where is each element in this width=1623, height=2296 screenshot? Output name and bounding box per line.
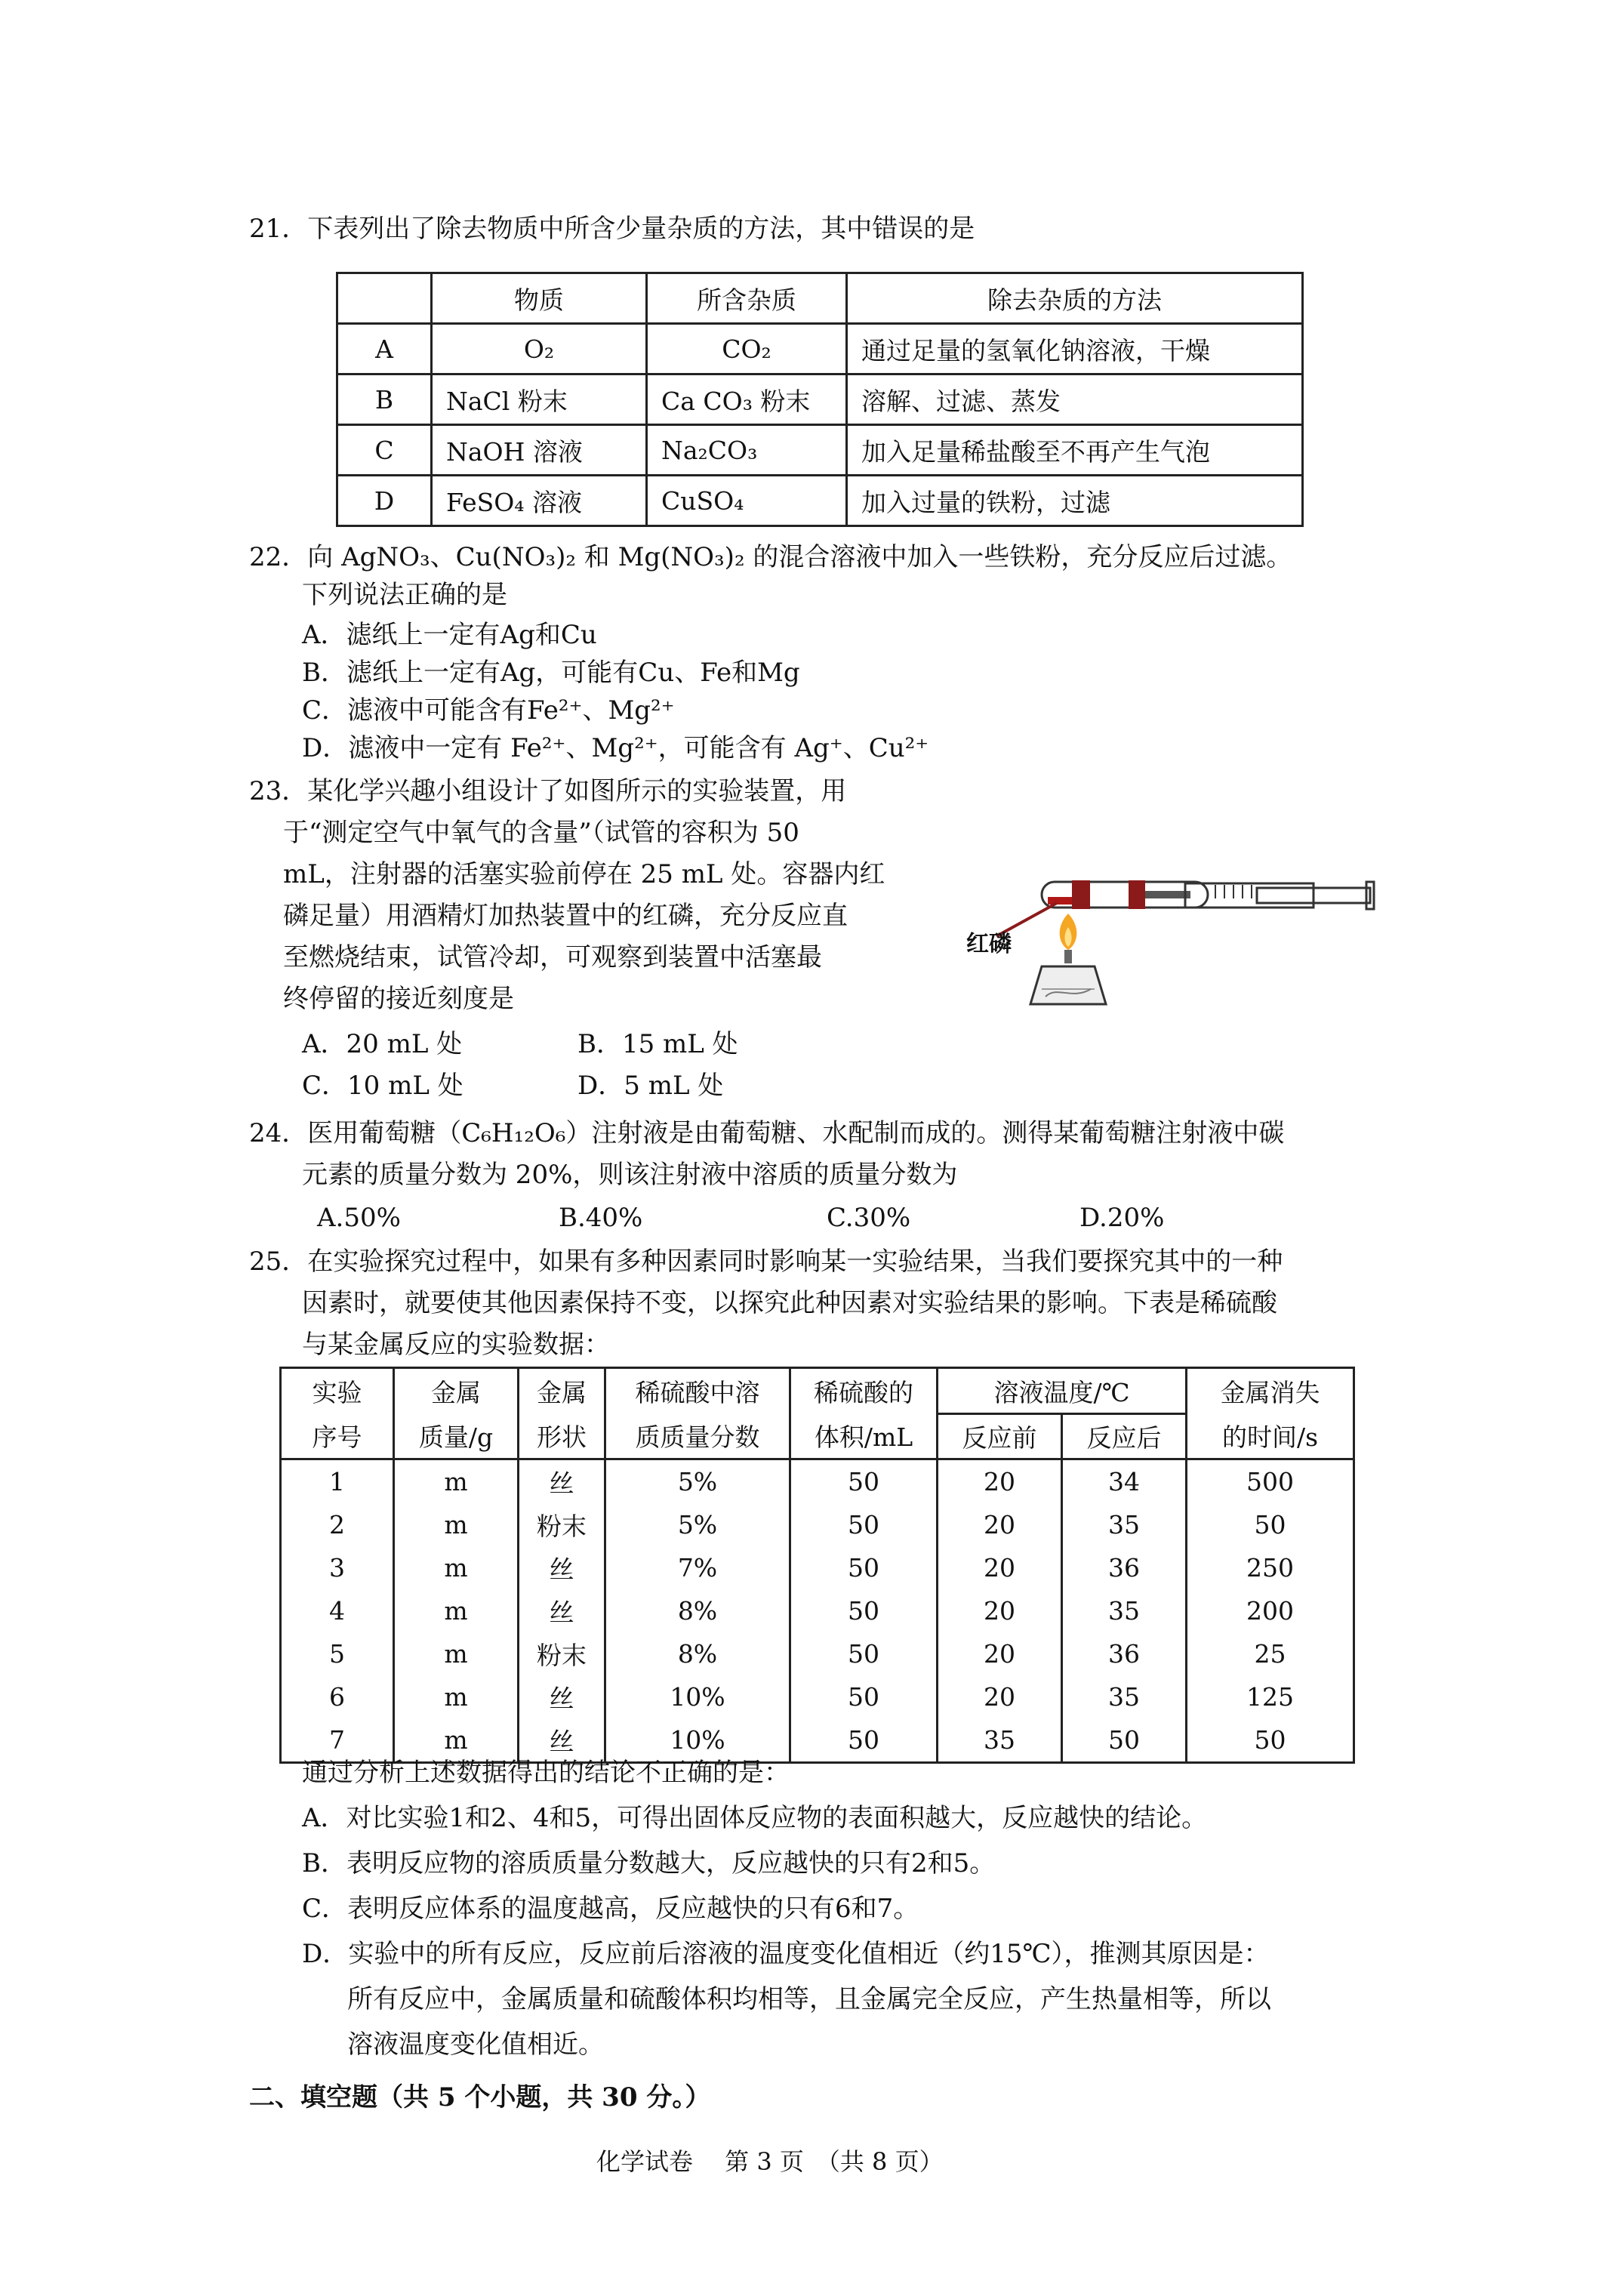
table-cell: 34 (1062, 1459, 1187, 1504)
table-cell: m (394, 1718, 519, 1763)
table-row (281, 1675, 1354, 1718)
q21-header-impurity: 所含杂质 (647, 273, 847, 324)
table-cell: 10% (605, 1718, 790, 1763)
table-cell: 50 (790, 1503, 938, 1546)
q21-substance: NaCl 粉末 (432, 374, 647, 425)
q21-impurity: CO₂ (647, 324, 847, 374)
q21-opt: C (337, 425, 432, 476)
q23-line1: 23．某化学兴趣小组设计了如图所示的实验装置，用 (249, 776, 847, 806)
table-cell: 50 (790, 1589, 938, 1632)
table-cell: 50 (790, 1632, 938, 1675)
q22-option-d: D．滤液中一定有 Fe²⁺、Mg²⁺，可能含有 Ag⁺、Cu²⁺ (302, 733, 929, 763)
table-cell: 35 (1062, 1589, 1187, 1632)
page-footer: 化学试卷 第 3 页 （共 8 页） (596, 2147, 944, 2176)
q21-header-row (337, 273, 1303, 324)
q22-stem-line1: 22．向 AgNO₃、Cu(NO₃)₂ 和 Mg(NO₃)₂ 的混合溶液中加入一些铁粉，充分反应后过滤。 (249, 542, 1292, 572)
q21-header-blank (337, 273, 432, 324)
table-row (337, 324, 1303, 374)
table-cell: 50 (790, 1546, 938, 1589)
q21-method: 通过足量的氢氧化钠溶液，干燥 (847, 324, 1303, 374)
table-cell: 1 (281, 1459, 394, 1504)
q25-option-d-cont1: 所有反应中，金属质量和硫酸体积均相等，且金属完全反应，产生热量相等，所以 (347, 1984, 1271, 2014)
table-cell: 20 (938, 1546, 1062, 1589)
q25-header: 的时间/s (1187, 1414, 1354, 1459)
table-cell: 50 (1062, 1718, 1187, 1763)
q25-line3: 与某金属反应的实验数据： (302, 1330, 610, 1360)
table-row (337, 425, 1303, 476)
q25-option-d: D．实验中的所有反应，反应前后溶液的温度变化值相近（约15℃），推测其原因是： (302, 1939, 1270, 1969)
q21-method: 加入足量稀盐酸至不再产生气泡 (847, 425, 1303, 476)
q25-header: 金属 (394, 1368, 519, 1414)
table-cell: 7 (281, 1718, 394, 1763)
table-row (281, 1589, 1354, 1632)
table-cell: 35 (1062, 1675, 1187, 1718)
q25-header: 序号 (281, 1414, 394, 1459)
q24-line1: 24．医用葡萄糖（C₆H₁₂O₆）注射液是由葡萄糖、水配制而成的。测得某葡萄糖注射液中碳 (249, 1118, 1285, 1148)
q21-method: 加入过量的铁粉，过滤 (847, 476, 1303, 526)
table-cell: 10% (605, 1675, 790, 1718)
table-cell: 8% (605, 1632, 790, 1675)
q22-option-b: B．滤纸上一定有Ag，可能有Cu、Fe和Mg (302, 658, 800, 688)
table-row (337, 476, 1303, 526)
table-cell: m (394, 1675, 519, 1718)
table-cell: 20 (938, 1459, 1062, 1504)
table-cell: 50 (790, 1675, 938, 1718)
table-cell: 35 (938, 1718, 1062, 1763)
q21-table (336, 272, 1304, 527)
q23-line4: 磷足量）用酒精灯加热装置中的红磷，充分反应直 (283, 901, 848, 931)
q25-line2: 因素时，就要使其他因素保持不变，以探究此种因素对实验结果的影响。下表是稀硫酸 (302, 1288, 1277, 1318)
table-cell: 35 (1062, 1503, 1187, 1546)
q24-option-c: C.30% (827, 1203, 911, 1233)
q21-impurity: Ca CO₃ 粉末 (647, 374, 847, 425)
q23-line6: 终停留的接近刻度是 (283, 984, 514, 1014)
section-2-heading: 二、填空题（共 5 个小题，共 30 分。） (249, 2082, 711, 2113)
q25-header: 金属 (519, 1368, 605, 1414)
q23-figure-label: 红磷 (966, 931, 1012, 957)
table-cell: 5% (605, 1503, 790, 1546)
table-cell: m (394, 1503, 519, 1546)
q25-option-b: B．表明反应物的溶质质量分数越大，反应越快的只有2和5。 (302, 1848, 996, 1878)
q24-option-a: A.50% (317, 1203, 401, 1233)
table-cell: 2 (281, 1503, 394, 1546)
table-cell: 7% (605, 1546, 790, 1589)
table-cell: 20 (938, 1589, 1062, 1632)
q25-option-a: A．对比实验1和2、4和5，可得出固体反应物的表面积越大，反应越快的结论。 (302, 1803, 1208, 1833)
q25-header: 金属消失 (1187, 1368, 1354, 1414)
q25-header: 稀硫酸中溶 (605, 1368, 790, 1414)
table-cell: 50 (1187, 1503, 1354, 1546)
table-cell: 丝 (519, 1589, 605, 1632)
q25-header: 稀硫酸的 (790, 1368, 938, 1414)
q25-header-row-bottom (281, 1414, 1354, 1459)
q23-line5: 至燃烧结束，试管冷却，可观察到装置中活塞最 (283, 942, 822, 972)
q23-option-a: A．20 mL 处 (302, 1029, 463, 1059)
table-cell: 50 (790, 1459, 938, 1504)
q24-line2: 元素的质量分数为 20%，则该注射液中溶质的质量分数为 (302, 1160, 958, 1190)
table-row (281, 1459, 1354, 1504)
q23-option-c: C．10 mL 处 (302, 1071, 463, 1101)
table-cell: 5 (281, 1632, 394, 1675)
table-cell: 丝 (519, 1675, 605, 1718)
q25-conclusion-stem: 通过分析上述数据得出的结论不正确的是： (302, 1758, 790, 1788)
q25-header: 反应前 (938, 1414, 1062, 1459)
q21-stem: 21．下表列出了除去物质中所含少量杂质的方法，其中错误的是 (249, 214, 975, 244)
q25-option-d-cont2: 溶液温度变化值相近。 (347, 2029, 604, 2060)
table-cell: 200 (1187, 1589, 1354, 1632)
q24-option-d: D.20% (1079, 1203, 1165, 1233)
table-cell: 粉末 (519, 1632, 605, 1675)
q25-data-table (279, 1367, 1355, 1764)
table-cell: 8% (605, 1589, 790, 1632)
q21-method: 溶解、过滤、蒸发 (847, 374, 1303, 425)
q25-header: 形状 (519, 1414, 605, 1459)
table-cell: 50 (1187, 1718, 1354, 1763)
table-cell: 丝 (519, 1718, 605, 1763)
stopper (1129, 880, 1145, 909)
table-row (281, 1632, 1354, 1675)
table-cell: 3 (281, 1546, 394, 1589)
table-cell: 20 (938, 1632, 1062, 1675)
table-cell: 36 (1062, 1632, 1187, 1675)
q25-header: 实验 (281, 1368, 394, 1414)
q21-opt: A (337, 324, 432, 374)
table-cell: m (394, 1632, 519, 1675)
q25-header: 质质量分数 (605, 1414, 790, 1459)
q21-substance: NaOH 溶液 (432, 425, 647, 476)
q25-option-c: C．表明反应体系的温度越高，反应越快的只有6和7。 (302, 1894, 919, 1924)
q25-header: 体积/mL (790, 1414, 938, 1459)
q21-header-substance: 物质 (432, 273, 647, 324)
q21-impurity: Na₂CO₃ (647, 425, 847, 476)
table-row (337, 374, 1303, 425)
table-cell: 5% (605, 1459, 790, 1504)
table-cell: 125 (1187, 1675, 1354, 1718)
q23-line3: mL，注射器的活塞实验前停在 25 mL 处。容器内红 (283, 859, 885, 889)
q25-header-temperature: 溶液温度/℃ (938, 1368, 1187, 1414)
table-cell: 250 (1187, 1546, 1354, 1589)
q22-option-a: A．滤纸上一定有Ag和Cu (302, 620, 597, 650)
q25-header: 反应后 (1062, 1414, 1187, 1459)
q23-option-d: D．5 mL 处 (577, 1071, 724, 1101)
q23-option-b: B．15 mL 处 (577, 1029, 738, 1059)
table-row (281, 1546, 1354, 1589)
connector-tube (1145, 891, 1190, 898)
table-cell: 20 (938, 1503, 1062, 1546)
table-cell: 4 (281, 1589, 394, 1632)
table-cell: m (394, 1546, 519, 1589)
table-cell: 6 (281, 1675, 394, 1718)
table-cell: 粉末 (519, 1503, 605, 1546)
table-cell: 丝 (519, 1459, 605, 1504)
table-cell: 36 (1062, 1546, 1187, 1589)
table-cell: m (394, 1459, 519, 1504)
q21-header-method: 除去杂质的方法 (847, 273, 1303, 324)
q25-header: 质量/g (394, 1414, 519, 1459)
q21-impurity: CuSO₄ (647, 476, 847, 526)
q23-apparatus-figure (959, 838, 1381, 1019)
stopper (1072, 880, 1090, 909)
q25-line1: 25．在实验探究过程中，如果有多种因素同时影响某一实验结果，当我们要探究其中的一种 (249, 1247, 1283, 1277)
q22-option-c: C．滤液中可能含有Fe²⁺、Mg²⁺ (302, 695, 675, 726)
q23-line2: 于“测定空气中氧气的含量”（试管的容积为 50 (283, 818, 799, 848)
q21-substance: O₂ (432, 324, 647, 374)
q21-substance: FeSO₄ 溶液 (432, 476, 647, 526)
table-cell: 20 (938, 1675, 1062, 1718)
q25-header-row-top (281, 1368, 1354, 1414)
q22-stem-line2: 下列说法正确的是 (302, 580, 507, 610)
table-cell: 25 (1187, 1632, 1354, 1675)
table-cell: 丝 (519, 1546, 605, 1589)
q21-opt: D (337, 476, 432, 526)
q21-opt: B (337, 374, 432, 425)
alcohol-lamp (1030, 966, 1106, 1004)
q24-option-b: B.40% (559, 1203, 643, 1233)
table-cell: 500 (1187, 1459, 1354, 1504)
table-cell: 50 (790, 1718, 938, 1763)
table-row (281, 1503, 1354, 1546)
table-cell: m (394, 1589, 519, 1632)
